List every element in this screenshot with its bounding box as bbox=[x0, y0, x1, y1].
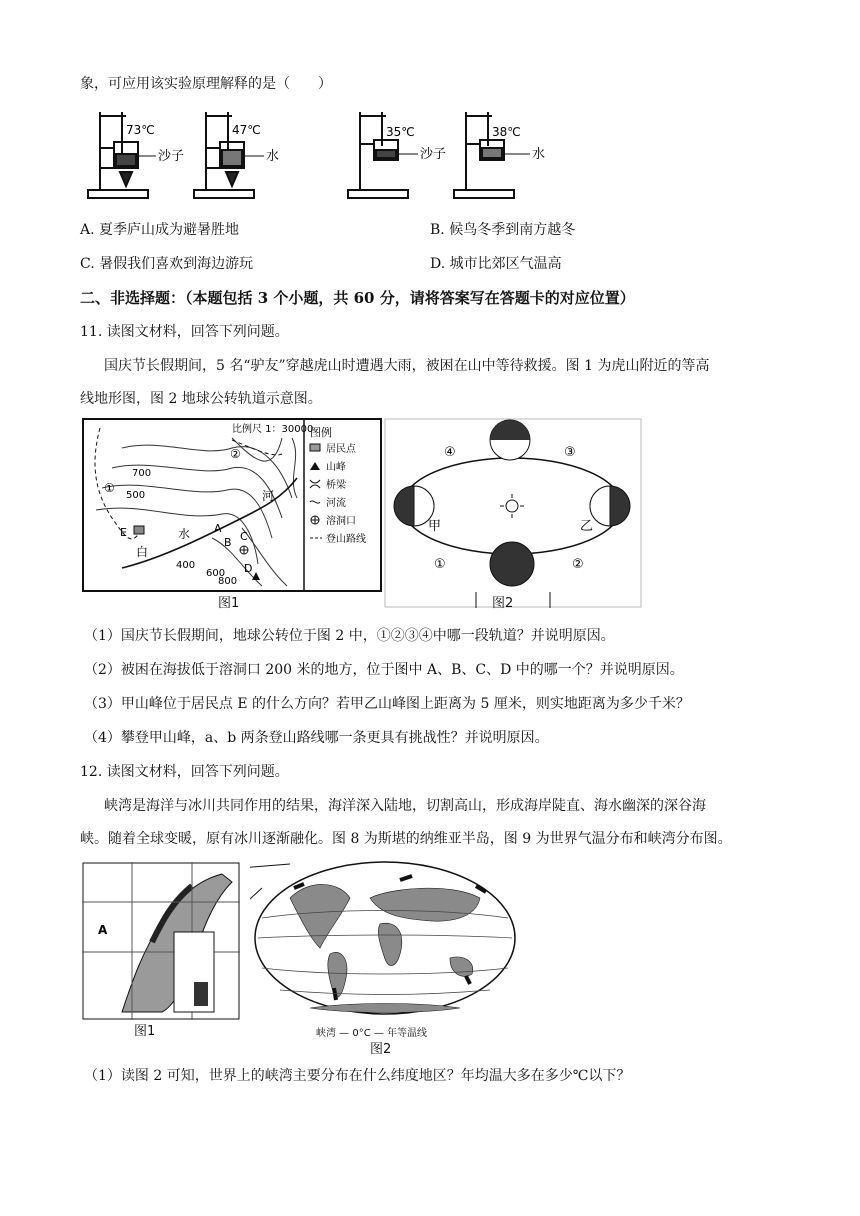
segment-1: ① bbox=[434, 557, 446, 572]
q10-option-b: B. 候鸟冬季到南方越冬 bbox=[430, 222, 576, 238]
contour-800: 800 bbox=[218, 576, 238, 587]
legend-item-5: 溶洞口 bbox=[326, 516, 356, 527]
q12-para-line1: 峡湾是海洋与冰川共同作用的结果，海洋深入陆地，切割高山，形成海岸陡直、海水幽深的深谷海 bbox=[104, 798, 706, 814]
q11-para-line2: 线地形图，图 2 地球公转轨道示意图。 bbox=[80, 391, 322, 407]
contour-700: 700 bbox=[132, 468, 152, 479]
point-jia: 甲 bbox=[428, 519, 442, 534]
q11-contour-map bbox=[82, 418, 382, 592]
earth-bottom bbox=[490, 542, 534, 586]
label-e: E bbox=[120, 526, 127, 539]
label-river-bai: 白 bbox=[136, 545, 149, 559]
label-a: A bbox=[214, 522, 222, 535]
legend-title: 图例 bbox=[310, 426, 332, 439]
q10-option-a: A. 夏季庐山成为避暑胜地 bbox=[80, 222, 240, 238]
earth-top bbox=[490, 420, 530, 460]
label-path-2: ② bbox=[230, 447, 241, 461]
q11-question-1: （1）国庆节长假期间，地球公转位于图 2 中，①②③④中哪一段轨道？并说明原因。 bbox=[84, 628, 615, 644]
contour-600: 600 bbox=[206, 568, 226, 579]
q10-option-c: C. 暑假我们喜欢到海边游玩 bbox=[80, 256, 254, 272]
q12-fig2-legend: 峡湾 — 0°C — 年等温线 bbox=[316, 1028, 428, 1039]
legend-item-2: 山峰 bbox=[326, 462, 346, 473]
apparatus-4-temp: 38℃ bbox=[492, 125, 521, 139]
contour-400: 400 bbox=[176, 560, 196, 571]
q11-orbit-diagram bbox=[384, 418, 642, 608]
q12-question-1: （1）读图 2 可知，世界上的峡湾主要分布在什么纬度地区？年均温大多在多少℃以下？ bbox=[84, 1068, 631, 1084]
q12-fig1-caption: 图1 bbox=[134, 1024, 156, 1039]
apparatus-1-temp: 73℃ bbox=[126, 123, 155, 137]
segment-3: ③ bbox=[564, 445, 576, 460]
q12-title: 12. 读图文材料，回答下列问题。 bbox=[80, 764, 289, 780]
q12-fig2-caption: 图2 bbox=[370, 1042, 392, 1057]
label-path-1: ① bbox=[104, 481, 115, 495]
q11-title: 11. 读图文材料，回答下列问题。 bbox=[80, 324, 289, 340]
apparatus-3-material: 沙子 bbox=[420, 147, 447, 162]
map-scale: 比例尺 1：30000 bbox=[232, 424, 314, 435]
contour-500: 500 bbox=[126, 490, 146, 501]
q10-stem-tail: 象，可应用该实验原理解释的是（ ） bbox=[80, 76, 332, 92]
svg-text:A: A bbox=[98, 923, 108, 937]
section-2-heading: 二、非选择题：（本题包括 3 个小题，共 60 分，请将答案写在答题卡的对应位置） bbox=[80, 289, 635, 307]
q11-question-4: （4）攀登甲山峰，a、b 两条登山路线哪一条更具有挑战性？并说明原因。 bbox=[84, 730, 549, 746]
label-c: C bbox=[240, 530, 248, 543]
segment-2: ② bbox=[572, 557, 584, 572]
legend-item-4: 河流 bbox=[326, 498, 346, 509]
legend-item-6: 登山路线 bbox=[326, 534, 366, 545]
q10-apparatus-figure bbox=[86, 106, 556, 206]
q11-para-line1: 国庆节长假期间，5 名“驴友”穿越虎山时遭遇大雨，被困在山中等待救援。图 1 为虎山附近的等高 bbox=[104, 358, 710, 374]
apparatus-2-material: 水 bbox=[266, 149, 280, 164]
apparatus-3-temp: 35℃ bbox=[386, 125, 415, 139]
q11-fig2-caption: 图2 bbox=[492, 596, 514, 611]
label-b: B bbox=[224, 536, 232, 549]
q11-question-3: （3）甲山峰位于居民点 E 的什么方向？若甲乙山峰图上距离为 5 厘米，则实地距离为多少千米？ bbox=[84, 696, 690, 712]
q11-fig1-caption: 图1 bbox=[218, 596, 240, 611]
q10-option-d: D. 城市比郊区气温高 bbox=[430, 256, 562, 272]
q12-para-line2: 峡。随着全球变暖，原有冰川逐渐融化。图 8 为斯堪的纳维亚半岛，图 9 为世界气温分布和峡湾分布图。 bbox=[80, 831, 732, 847]
q12-scandinavia-map bbox=[82, 862, 240, 1020]
q12-world-map bbox=[250, 858, 520, 1028]
label-river-he: 河 bbox=[262, 489, 275, 503]
apparatus-1-material: 沙子 bbox=[158, 149, 185, 164]
label-river-shui: 水 bbox=[178, 527, 191, 541]
label-d: D bbox=[244, 562, 253, 575]
q11-question-2: （2）被困在海拔低于溶洞口 200 米的地方，位于图中 A、B、C、D 中的哪一个？并说明原因。 bbox=[84, 662, 684, 678]
apparatus-2-temp: 47℃ bbox=[232, 123, 261, 137]
apparatus-4-material: 水 bbox=[532, 147, 546, 162]
earth-right bbox=[590, 486, 630, 526]
point-yi: 乙 bbox=[580, 519, 594, 534]
legend-item-3: 桥梁 bbox=[326, 480, 346, 491]
segment-4: ④ bbox=[444, 445, 456, 460]
legend-item-1: 居民点 bbox=[326, 444, 356, 455]
sun bbox=[506, 500, 518, 512]
